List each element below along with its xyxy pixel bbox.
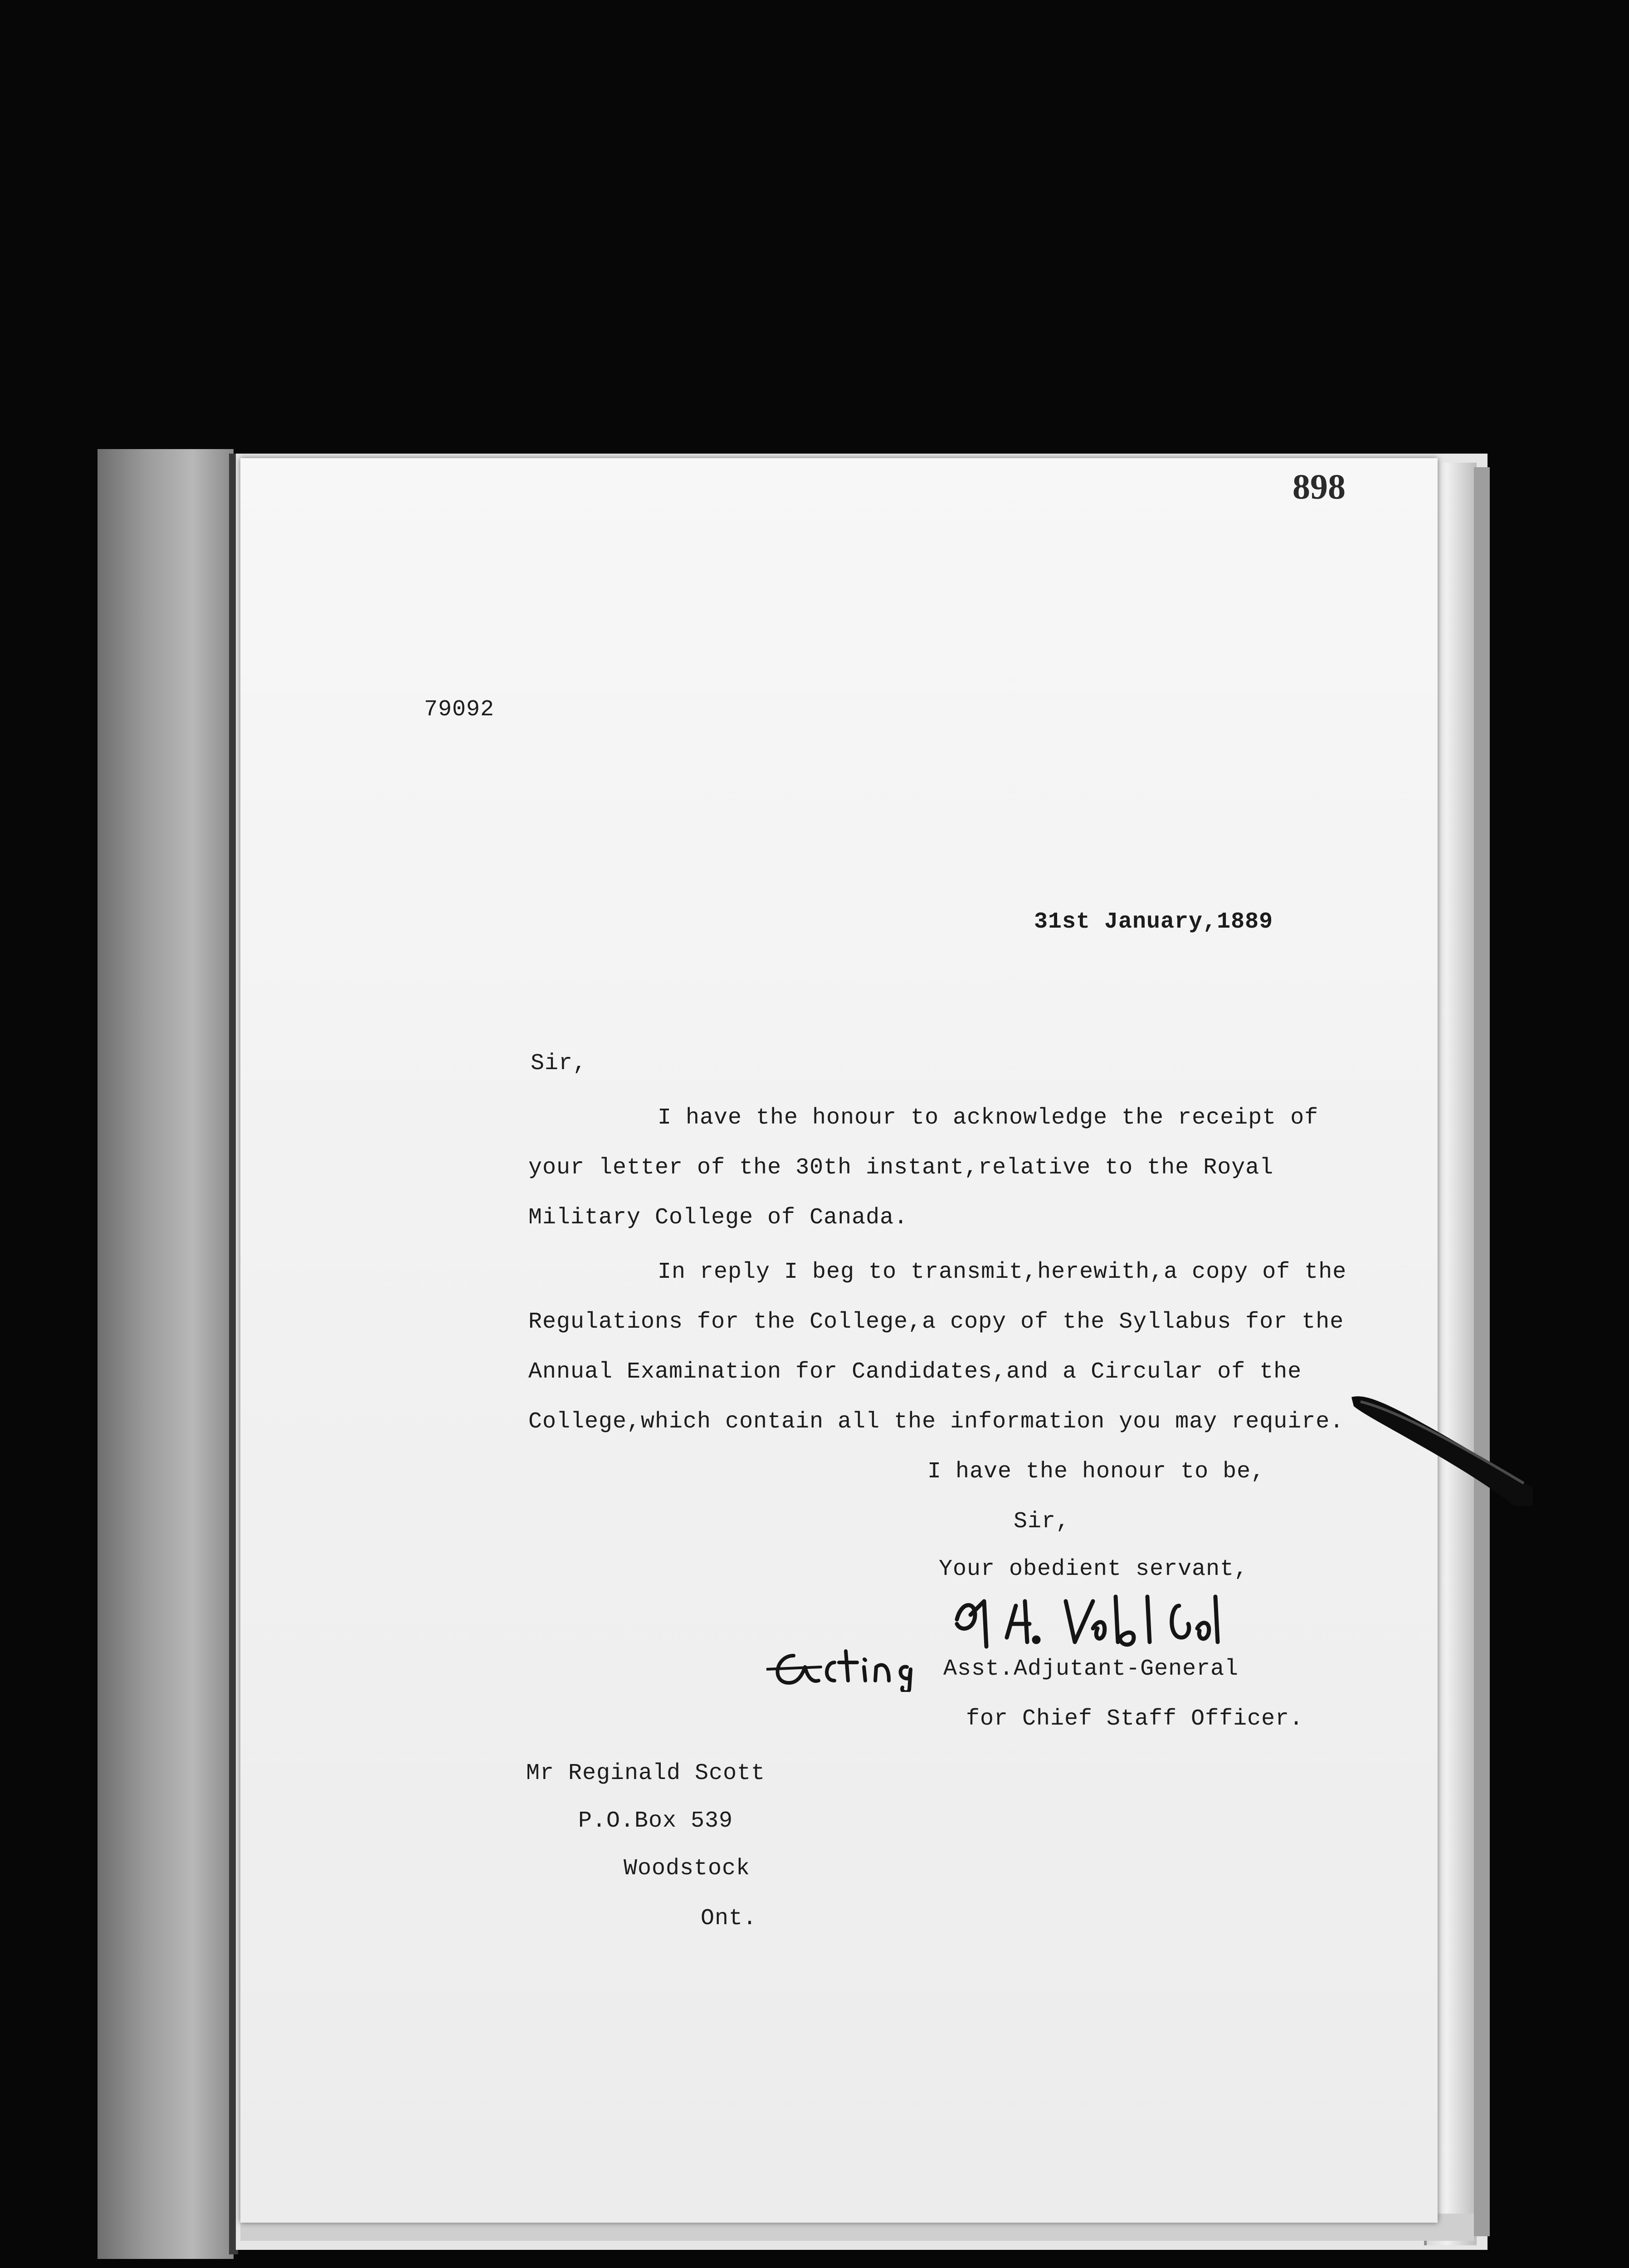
letter-sheet xyxy=(240,458,1438,2223)
letter-date: 31st January,1889 xyxy=(1034,909,1273,935)
addressee-name: Mr Reginald Scott xyxy=(526,1760,766,1786)
closing-line: Your obedient servant, xyxy=(939,1556,1249,1582)
body-line: I have the honour to acknowledge the receipt of xyxy=(658,1105,1319,1131)
handwritten-acting xyxy=(766,1642,939,1692)
handwritten-signature xyxy=(943,1583,1252,1660)
pen-icon xyxy=(1342,1370,1533,1506)
signatory-title: for Chief Staff Officer. xyxy=(966,1706,1304,1732)
body-line: your letter of the 30th instant,relative to the Royal xyxy=(528,1155,1274,1181)
addressee-province: Ont. xyxy=(701,1906,757,1931)
addressee-box: P.O.Box 539 xyxy=(578,1808,733,1834)
signatory-title: Asst.Adjutant-General xyxy=(943,1656,1239,1682)
reference-number: 79092 xyxy=(424,697,495,723)
closing-line: Sir, xyxy=(1014,1509,1070,1535)
body-line: College,which contain all the information you may require. xyxy=(528,1409,1344,1435)
folio-number: 898 xyxy=(1292,467,1346,506)
addressee-town: Woodstock xyxy=(624,1856,751,1882)
binding-strip xyxy=(98,449,234,2259)
body-line: Military College of Canada. xyxy=(528,1205,908,1231)
body-line: In reply I beg to transmit,herewith,a copy of the xyxy=(658,1259,1347,1285)
body-line: Annual Examination for Candidates,and a Circular of the xyxy=(528,1359,1302,1385)
page-stack-edge-outer xyxy=(1474,467,1490,2236)
closing-line: I have the honour to be, xyxy=(927,1459,1265,1485)
salutation: Sir, xyxy=(531,1051,587,1076)
body-line: Regulations for the College,a copy of the Syllabus for the xyxy=(528,1309,1344,1335)
